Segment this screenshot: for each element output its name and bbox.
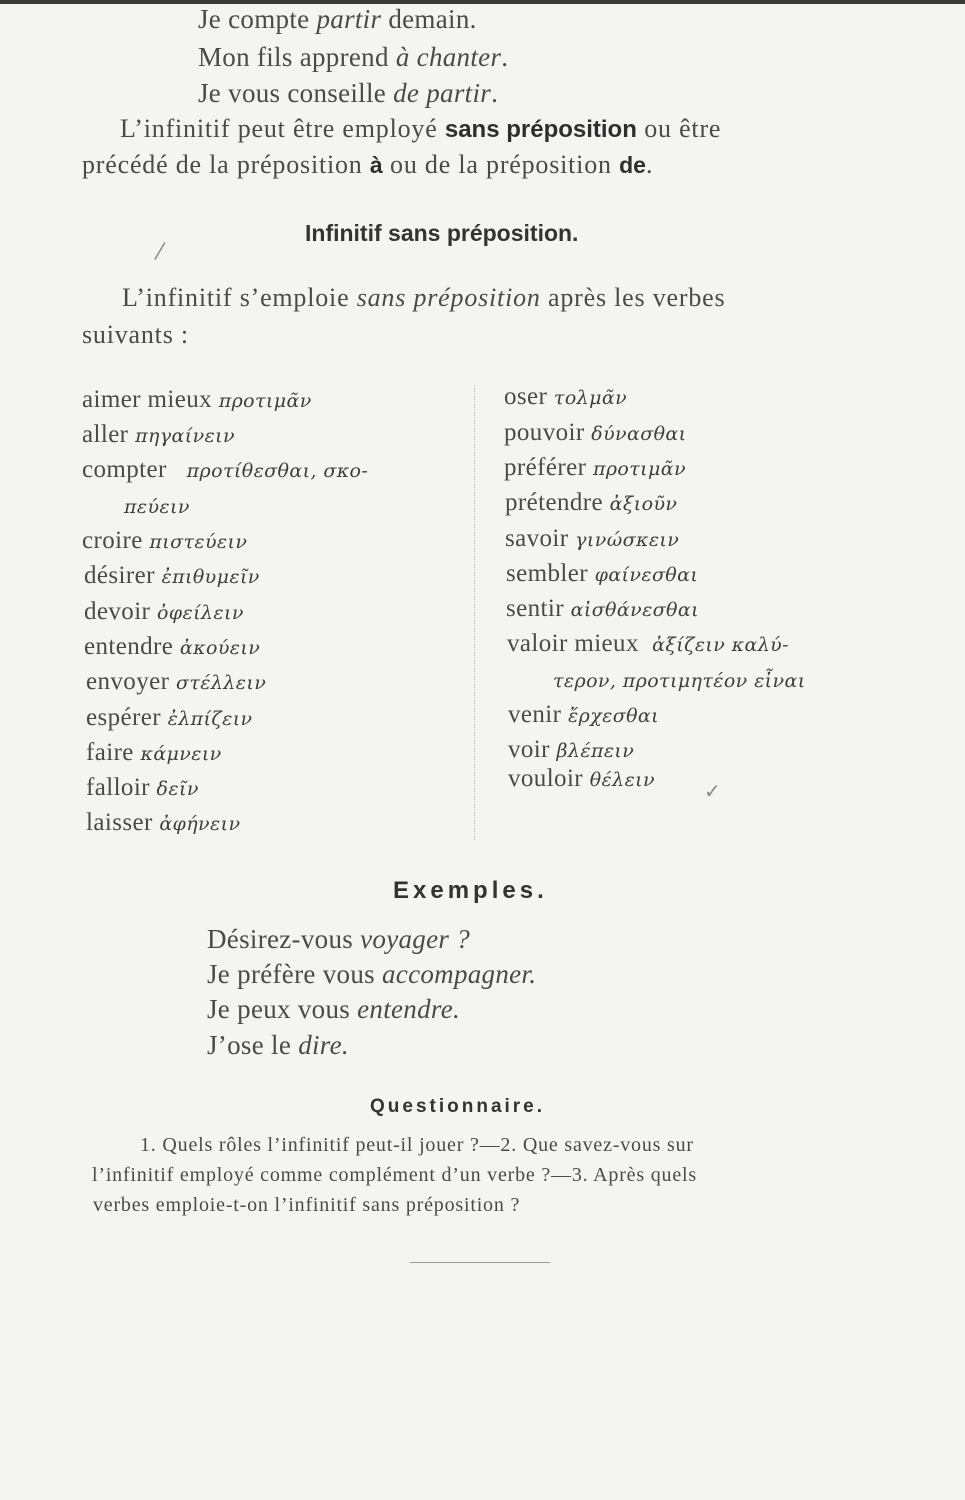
questionnaire-line-2: l’infinitif employé comme complément d’un verbe ?—3. Après quels bbox=[92, 1164, 697, 1186]
verb-entry: espérer ἐλπίζειν bbox=[86, 704, 253, 731]
intro-line-2: précédé de la préposition à ou de la préposition de. bbox=[82, 150, 654, 179]
page-top-edge bbox=[0, 0, 965, 4]
example-3: Je peux vous entendre. bbox=[207, 994, 461, 1024]
verb-entry: devoir ὀφείλειν bbox=[84, 598, 244, 625]
example-4: J’ose le dire. bbox=[207, 1030, 349, 1060]
column-divider bbox=[474, 385, 475, 840]
verb-entry: venir ἔρχεσθαι bbox=[508, 701, 659, 728]
pencil-mark-icon: ⁄ bbox=[158, 240, 162, 265]
verb-entry: préférer προτιμᾶν bbox=[504, 454, 686, 481]
verb-entry-continuation: τερον, προτιμητέον εἶναι bbox=[553, 670, 806, 692]
verb-entry: savoir γινώσκειν bbox=[505, 525, 680, 552]
example-top-1: Je compte partir demain. bbox=[198, 4, 477, 34]
example-1: Désirez-vous voyager ? bbox=[207, 924, 471, 954]
verb-entry: sembler φαίνεσθαι bbox=[506, 560, 699, 587]
verb-entry-continuation: πεύειν bbox=[124, 496, 190, 518]
verb-entry: désirer ἐπιθυμεῖν bbox=[84, 562, 260, 589]
verb-entry: envoyer στέλλειν bbox=[86, 668, 267, 695]
verb-entry: prétendre ἀξιοῦν bbox=[505, 489, 678, 516]
verb-entry: laisser ἀφήνειν bbox=[86, 809, 241, 836]
questionnaire-line-3: verbes emploie-t-on l’infinitif sans préposition ? bbox=[93, 1194, 521, 1216]
verb-entry: croire πιστεύειν bbox=[82, 527, 248, 554]
questionnaire-title: Questionnaire. bbox=[370, 1096, 546, 1117]
verb-entry: aimer mieux προτιμᾶν bbox=[82, 386, 312, 413]
verb-entry: oser τολμᾶν bbox=[504, 383, 628, 410]
section-intro-line-1: L’infinitif s’emploie sans préposition après les verbes bbox=[122, 283, 726, 312]
verb-entry: entendre ἀκούειν bbox=[84, 633, 261, 660]
questionnaire-line-1: 1. Quels rôles l’infinitif peut-il jouer ?—2. Que savez-vous sur bbox=[140, 1134, 694, 1156]
verb-entry: valoir mieux ἀξίζειν καλύ- bbox=[507, 630, 789, 657]
verb-entry: sentir αἰσθάνεσθαι bbox=[506, 595, 699, 622]
verb-entry: aller πηγαίνειν bbox=[82, 421, 235, 448]
section-intro-line-2: suivants : bbox=[82, 320, 189, 349]
example-top-2: Mon fils apprend à chanter. bbox=[198, 42, 509, 72]
example-top-3: Je vous conseille de partir. bbox=[198, 78, 499, 108]
section-title: Infinitif sans préposition. bbox=[305, 220, 579, 246]
verb-entry: voir βλέπειν bbox=[508, 736, 635, 763]
verb-entry: falloir δεῖν bbox=[86, 774, 199, 801]
intro-line-1: L’infinitif peut être employé sans préposition ou être bbox=[120, 114, 722, 143]
end-rule bbox=[410, 1262, 550, 1263]
verb-entry: compter προτίθεσθαι, σκο- bbox=[82, 456, 369, 483]
examples-title: Exemples. bbox=[393, 877, 548, 904]
verb-entry: faire κάμνειν bbox=[86, 739, 222, 766]
check-mark-icon: ✓ bbox=[704, 779, 721, 803]
example-2: Je préfère vous accompagner. bbox=[207, 959, 537, 989]
verb-entry: vouloir θέλειν bbox=[508, 765, 655, 792]
verb-entry: pouvoir δύνασθαι bbox=[504, 419, 687, 446]
